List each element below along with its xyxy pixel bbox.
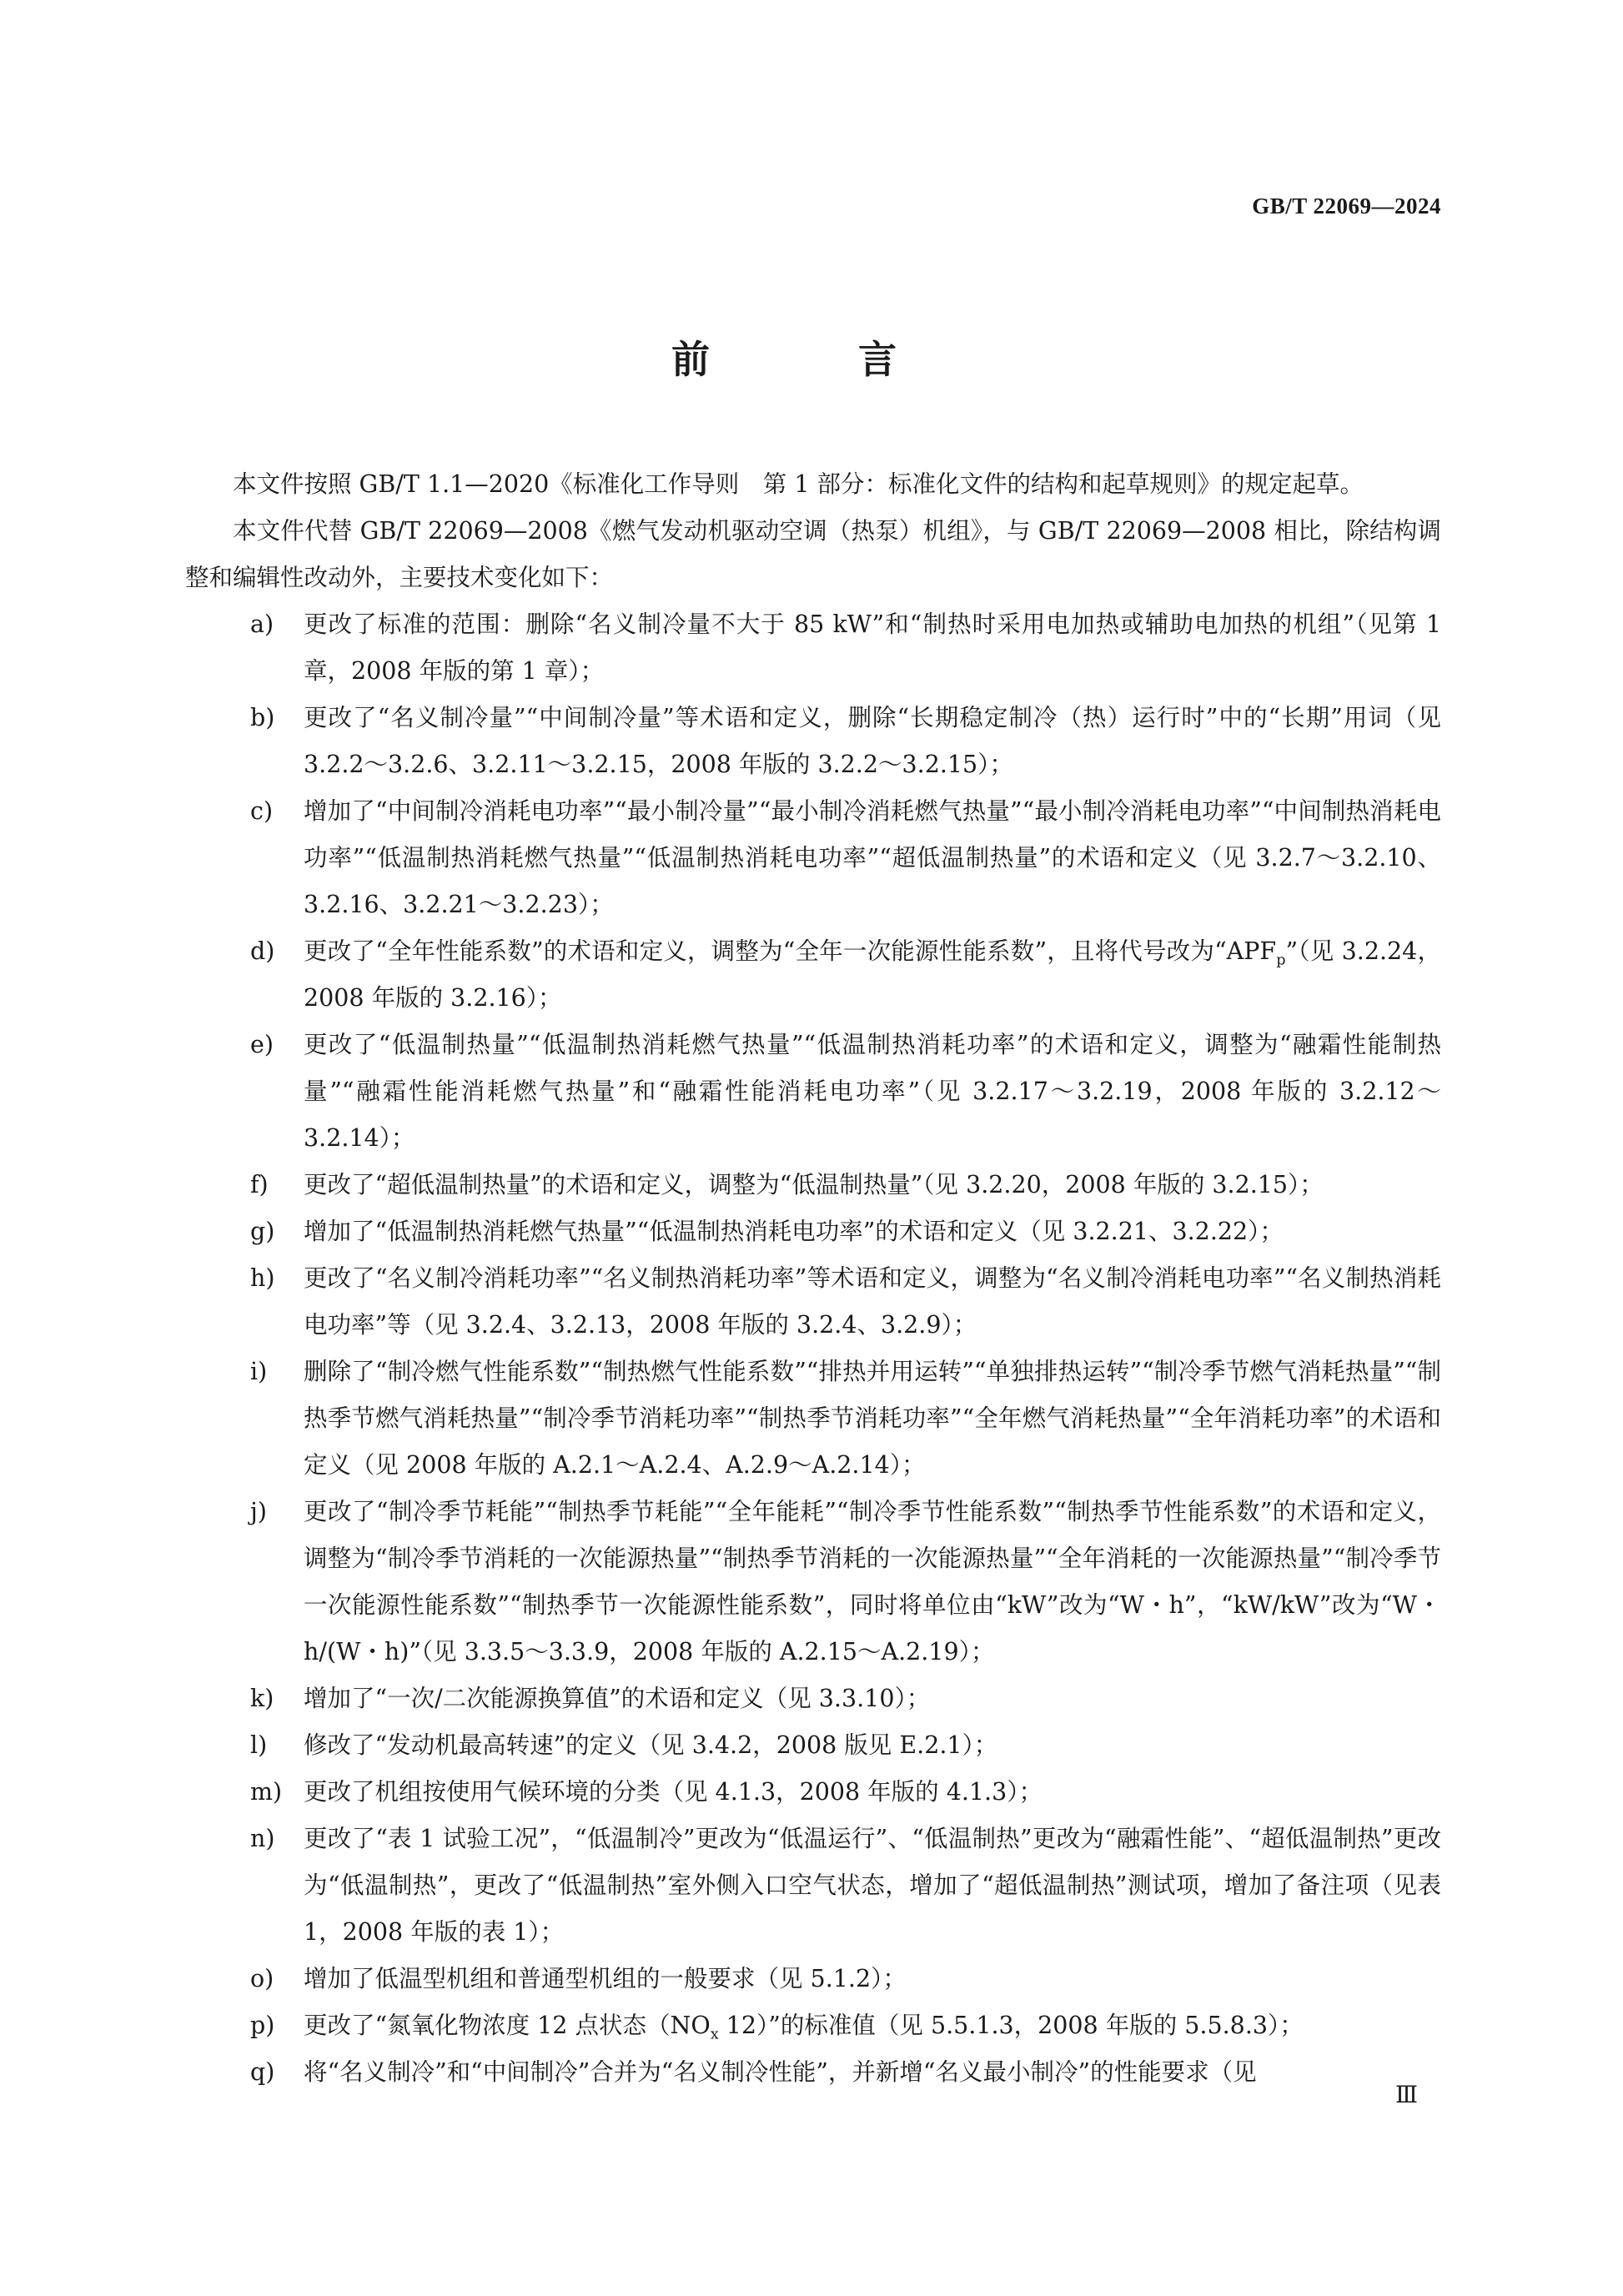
item-label: g) <box>250 1218 275 1245</box>
list-item <box>185 1022 1441 1162</box>
list-item <box>185 601 1441 695</box>
item-text: 更改了“超低温制热量”的术语和定义，调整为“低温制热量”（见 3.2.20，2008 年版的 3.2.15）； <box>304 1171 1324 1198</box>
item-label: d) <box>250 937 275 965</box>
item-label: p) <box>250 2012 275 2039</box>
item-text: 增加了“中间制冷消耗电功率”“最小制冷量”“最小制冷消耗燃气热量”“最小制冷消耗电功率”“中间制热消耗电功率”“低温制热消耗燃气热量”“低温制热消耗电功率”“超低温制热量”的术语和定义（见 3.2.7～3.2.10、3.2.16、3.2.21～3.2.23）； <box>304 797 1441 918</box>
item-label: c) <box>250 797 274 825</box>
foreword-body <box>185 461 1441 2096</box>
item-text-part: 12）”的标准值（见 5.5.1.3，2008 年版的 5.5.8.3）； <box>718 2012 1304 2039</box>
list-item <box>185 1816 1441 1956</box>
subscript: p <box>1276 952 1286 969</box>
item-label: n) <box>250 1825 275 1852</box>
item-label: j) <box>250 1498 267 1525</box>
list-item <box>185 1162 1441 1208</box>
item-text: 修改了“发动机最高转速”的定义（见 3.4.2，2008 版见 E.2.1）； <box>304 1731 998 1759</box>
list-item <box>185 1349 1441 1489</box>
item-label: e) <box>250 1031 274 1058</box>
item-text: 更改了机组按使用气候环境的分类（见 4.1.3，2008 年版的 4.1.3）； <box>304 1778 1043 1806</box>
page-title: 前 言 <box>671 337 952 382</box>
list-item <box>185 1956 1441 2002</box>
item-text: 更改了“表 1 试验工况”，“低温制冷”更改为“低温运行”、“低温制热”更改为“融霜性能”、“超低温制热”更改为“低温制热”，更改了“低温制热”室外侧入口空气状态，增加了“超低温制热”测试项，增加了备注项（见表 1，2008 年版的表 1）； <box>304 1825 1441 1946</box>
page-number: Ⅲ <box>1394 2082 1418 2108</box>
item-label: m) <box>250 1778 283 1806</box>
item-label: o) <box>250 1965 274 1992</box>
intro-paragraph: 本文件代替 GB/T 22069—2008《燃气发动机驱动空调（热泵）机组》，与 GB/T 22069—2008 相比，除结构调整和编辑性改动外，主要技术变化如下： <box>185 517 1441 591</box>
list-item <box>185 1489 1441 1676</box>
item-text <box>304 928 1441 1022</box>
standard-number: GB/T 22069—2024 <box>1252 193 1441 219</box>
list-item <box>185 2049 1441 2096</box>
item-label: q) <box>250 2058 275 2086</box>
item-label: l) <box>250 1731 268 1759</box>
subscript: x <box>710 2026 719 2043</box>
list-item <box>185 1255 1441 1349</box>
item-text: 增加了低温型机组和普通型机组的一般要求（见 5.1.2）； <box>304 1965 907 1992</box>
list-item <box>185 2002 1441 2049</box>
item-text <box>304 2002 1441 2049</box>
item-text: 将“名义制冷”和“中间制冷”合并为“名义制冷性能”，并新增“名义最小制冷”的性能要求（见 <box>304 2058 1257 2086</box>
list-item <box>185 788 1441 928</box>
item-text: 增加了“低温制热消耗燃气热量”“低温制热消耗电功率”的术语和定义（见 3.2.21、3.2.22）； <box>304 1218 1284 1245</box>
list-item <box>185 695 1441 788</box>
item-text-part: ”（见 3.2.24，2008 年版的 3.2.16）； <box>304 937 1442 1012</box>
item-label: b) <box>250 704 275 731</box>
item-text: 更改了“名义制冷量”“中间制冷量”等术语和定义，删除“长期稳定制冷（热）运行时”中的“长期”用词（见 3.2.2～3.2.6、3.2.11～3.2.15，2008 年版的 3.2.2～3.2.15）； <box>304 704 1441 778</box>
list-item <box>185 928 1441 1022</box>
item-label: i) <box>250 1358 268 1385</box>
item-text: 更改了“低温制热量”“低温制热消耗燃气热量”“低温制热消耗功率”的术语和定义，调整为“融霜性能制热量”“融霜性能消耗燃气热量”和“融霜性能消耗电功率”（见 3.2.17～3.2.19，2008 年版的 3.2.12～3.2.14）； <box>304 1031 1441 1152</box>
item-text: 更改了“制冷季节耗能”“制热季节耗能”“全年能耗”“制冷季节性能系数”“制热季节性能系数”的术语和定义，调整为“制冷季节消耗的一次能源热量”“制热季节消耗的一次能源热量”“全年消耗的一次能源热量”“制冷季节一次能源性能系数”“制热季节一次能源性能系数”，同时将单位由“kW”改为“W・h”，“kW/kW”改为“W・h/(W・h)”（见 3.3.5～3.3.9，2008 年版的 A.2.15～A.2.19）； <box>304 1498 1441 1665</box>
item-text: 更改了标准的范围：删除“名义制冷量不大于 85 kW”和“制热时采用电加热或辅助电加热的机组”（见第 1 章，2008 年版的第 1 章）； <box>304 610 1441 685</box>
list-item <box>185 1676 1441 1722</box>
item-text: 更改了“名义制冷消耗功率”“名义制热消耗功率”等术语和定义，调整为“名义制冷消耗电功率”“名义制热消耗电功率”等（见 3.2.4、3.2.13，2008 年版的 3.2.4、3.2.9）； <box>304 1264 1441 1339</box>
item-label: f) <box>250 1171 269 1198</box>
list-item <box>185 1769 1441 1816</box>
list-item <box>185 1208 1441 1255</box>
item-label: a) <box>250 610 274 638</box>
item-label: k) <box>250 1685 274 1712</box>
item-text-part: 更改了“全年性能系数”的术语和定义，调整为“全年一次能源性能系数”，且将代号改为“APF <box>304 937 1277 965</box>
intro-paragraph: 本文件按照 GB/T 1.1—2020《标准化工作导则 第 1 部分：标准化文件的结构和起草规则》的规定起草。 <box>233 470 1364 498</box>
item-text: 删除了“制冷燃气性能系数”“制热燃气性能系数”“排热并用运转”“单独排热运转”“制冷季节燃气消耗热量”“制热季节燃气消耗热量”“制冷季节消耗功率”“制热季节消耗功率”“全年燃气消耗热量”“全年消耗功率”的术语和定义（见 2008 年版的 A.2.1～A.2.4、A.2.9～A.2.14）； <box>304 1358 1441 1479</box>
item-label: h) <box>250 1264 275 1292</box>
item-text-part: 更改了“氮氧化物浓度 12 点状态（NO <box>304 2012 711 2039</box>
item-text: 增加了“一次/二次能源换算值”的术语和定义（见 3.3.10）； <box>304 1685 931 1712</box>
list-item <box>185 1722 1441 1769</box>
